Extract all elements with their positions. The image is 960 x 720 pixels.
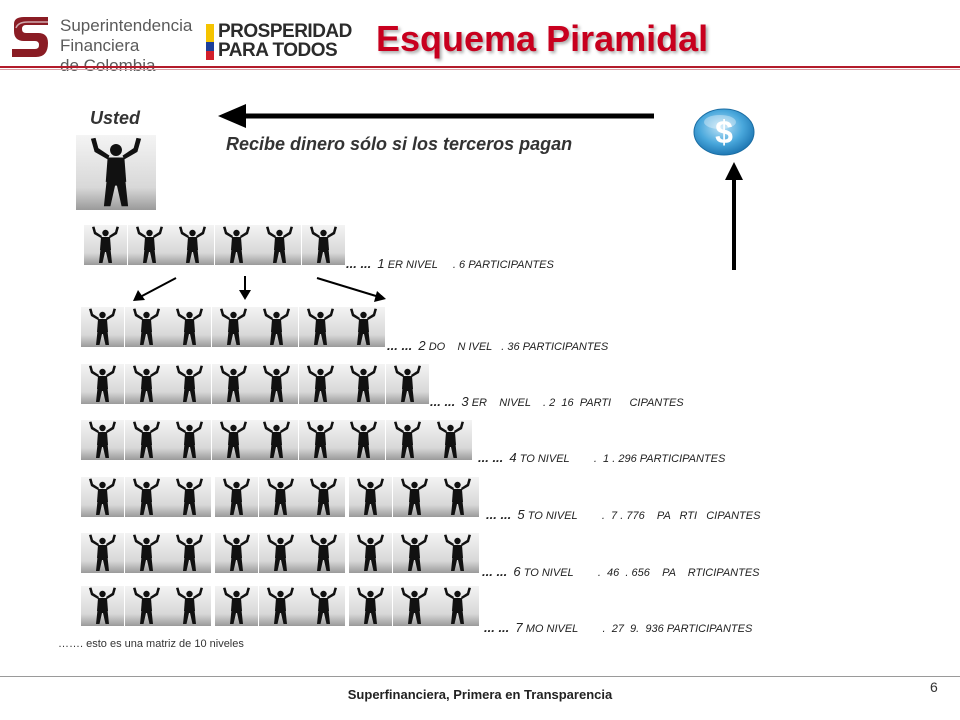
participant-figure [342, 364, 385, 404]
participant-figure [168, 364, 211, 404]
usted-label: Usted [90, 108, 141, 128]
participant-figure [125, 364, 168, 404]
arrow-head-icon [239, 290, 251, 300]
participant-figure [386, 364, 429, 404]
footer-divider [0, 676, 960, 677]
participant-figure [125, 533, 168, 573]
participant-figure [302, 225, 345, 265]
participant-figure [436, 477, 479, 517]
participant-figure [212, 307, 255, 347]
participant-figure [259, 477, 302, 517]
participant-figure [171, 225, 214, 265]
spread-arrow-left [142, 278, 176, 296]
participant-figure [215, 533, 258, 573]
level-text: DO N IVEL . 36 PARTICIPANTES [428, 341, 609, 353]
level-4-label [478, 450, 725, 465]
arrow-head-icon [374, 291, 386, 302]
level-dots: ... ... [478, 450, 504, 465]
participant-figure [81, 420, 124, 460]
left-arrow-icon [218, 104, 246, 128]
participant-figure [212, 420, 255, 460]
participant-figure [125, 307, 168, 347]
participant-figure [255, 420, 298, 460]
page-number: 6 [930, 679, 938, 695]
level-5-label [486, 507, 760, 522]
level-text: TO NIVEL . 46 . 656 PA RTICIPANTES [523, 567, 760, 579]
level-text: TO NIVEL . 7 . 776 PA RTI CIPANTES [527, 510, 761, 522]
level-number: 1 [377, 256, 385, 271]
participant-figure [168, 307, 211, 347]
participant-figure [168, 586, 211, 626]
participant-figure [125, 420, 168, 460]
level-dots: ... ... [430, 394, 456, 409]
participant-figure [342, 307, 385, 347]
participant-figure [168, 420, 211, 460]
level-1-label [346, 256, 554, 271]
participant-figure [81, 586, 124, 626]
participant-figure [349, 533, 392, 573]
participant-figure [299, 364, 342, 404]
level-text: ER NIVEL . 6 PARTICIPANTES [387, 259, 554, 271]
participant-figure [258, 225, 301, 265]
participant-figure [255, 364, 298, 404]
level-6-label [482, 564, 760, 579]
level-dots: ... ... [486, 507, 512, 522]
participant-figure [349, 477, 392, 517]
level-dots: ... ... [482, 564, 508, 579]
level-2-label [387, 338, 608, 353]
level-3-label [430, 394, 684, 409]
footer-text: Superfinanciera, Primera en Transparencia [347, 687, 613, 702]
participant-figure [255, 307, 298, 347]
level-number: 4 [509, 450, 517, 465]
participant-figure [84, 225, 127, 265]
up-arrow-icon [725, 162, 743, 180]
participant-figure [299, 420, 342, 460]
participant-figure [81, 477, 124, 517]
participant-figure [436, 533, 479, 573]
participant-figure [342, 420, 385, 460]
participant-figure [302, 586, 345, 626]
page-title: Esquema Piramidal [376, 18, 709, 59]
participant-figure [302, 477, 345, 517]
participant-figure [81, 533, 124, 573]
level-text: TO NIVEL . 1 . 296 PARTICIPANTES [519, 453, 726, 465]
level-7-label [484, 620, 752, 635]
participant-figure [386, 420, 429, 460]
prosperidad-line-1: PROSPERIDAD [218, 21, 352, 42]
participant-figure [215, 225, 258, 265]
participant-figure [168, 533, 211, 573]
participant-figure [299, 307, 342, 347]
level-number: 5 [517, 507, 525, 522]
level-number: 2 [418, 338, 426, 353]
logo-line-2: Financiera [60, 36, 140, 55]
participant-figure [393, 533, 436, 573]
participant-figure [302, 533, 345, 573]
level-number: 3 [461, 394, 469, 409]
prosperidad-line-2: PARA TODOS [218, 40, 338, 61]
participant-figure [212, 364, 255, 404]
participant-figure [128, 225, 171, 265]
level-number: 6 [513, 564, 521, 579]
matrix-note: ……. esto es una matriz de 10 niveles [58, 638, 244, 650]
participant-figure [215, 586, 258, 626]
level-dots: ... ... [387, 338, 413, 353]
participant-figure [259, 533, 302, 573]
level-number: 7 [515, 620, 523, 635]
logo-line-1: Superintendencia [60, 16, 193, 35]
level-dots: ... ... [346, 256, 372, 271]
participant-figure [349, 586, 392, 626]
participant-figure [81, 307, 124, 347]
spread-arrow-right [317, 278, 376, 296]
participant-figure [168, 477, 211, 517]
participant-figure [259, 586, 302, 626]
participant-figure [393, 586, 436, 626]
participant-figure [81, 364, 124, 404]
dollar-coin-icon [692, 106, 756, 156]
level-dots: ... ... [484, 620, 510, 635]
participant-figure [125, 586, 168, 626]
participant-figure [429, 420, 472, 460]
recibe-caption: Recibe dinero sólo si los terceros pagan [226, 134, 573, 154]
level-text: ER NIVEL . 2 16 PARTI CIPANTES [471, 397, 684, 409]
participant-figure [436, 586, 479, 626]
participant-figure [393, 477, 436, 517]
level-text: MO NIVEL . 27 9. 936 PARTICIPANTES [525, 623, 753, 635]
svg-text:$: $ [715, 114, 733, 150]
participant-figure [215, 477, 258, 517]
participant-figure [125, 477, 168, 517]
